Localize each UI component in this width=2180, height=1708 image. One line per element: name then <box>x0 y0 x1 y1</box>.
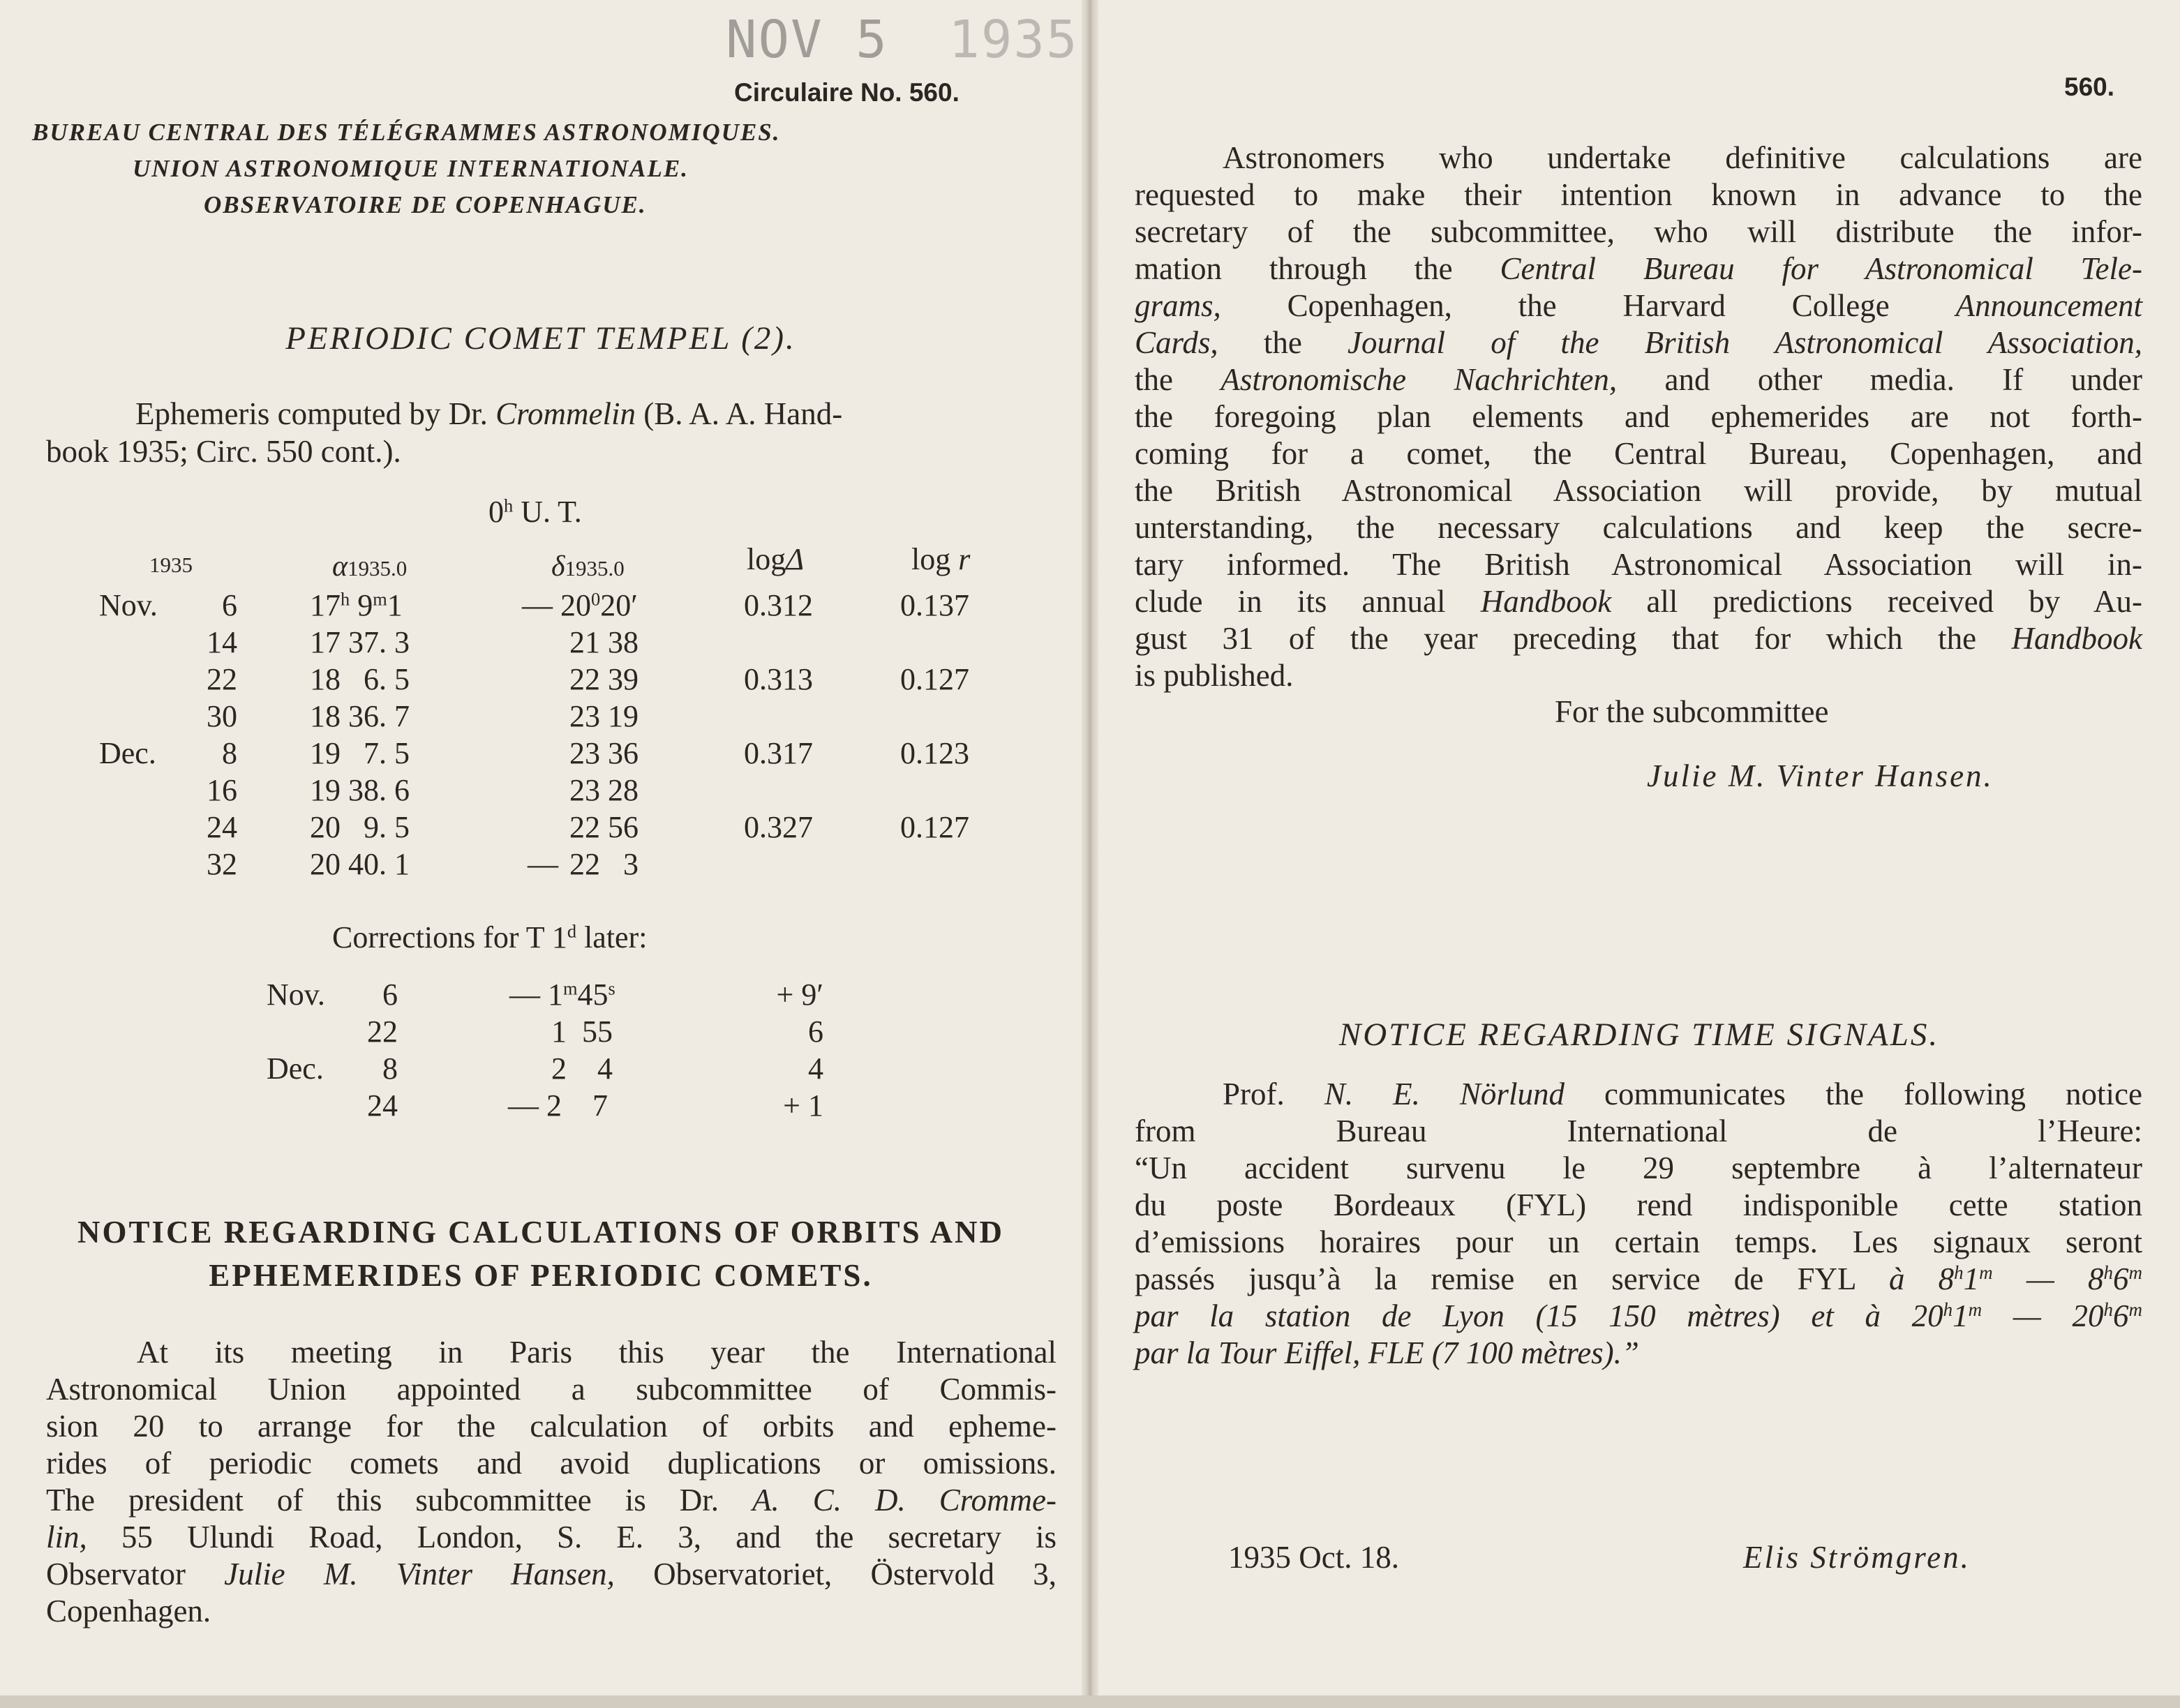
ephemeris-intro-text: Ephemeris computed by Dr. <box>135 396 496 431</box>
text-run: 55 Ulundi Road, London, S. E. 3, and the secretary is <box>87 1520 1057 1555</box>
ephemeris-caption <box>488 494 582 530</box>
text-run: Central Bureau for Astronomical Tele- <box>1500 251 2142 286</box>
ra-seconds-unit: s <box>608 977 615 999</box>
for-subcommittee: For the subcommittee <box>1555 694 1829 729</box>
text-run: Astronomische Nachrichten, <box>1220 362 1618 397</box>
row-day: 8 <box>382 1051 398 1086</box>
astronomers-paragraph <box>1135 140 2142 694</box>
signature-stromgren: Elis Strömgren. <box>1743 1540 1971 1575</box>
logdelta-prefix: log <box>747 542 786 576</box>
row-log-r: 0.123 <box>900 736 969 770</box>
row-day: 24 <box>207 810 237 844</box>
dec-degrees-unit: 0 <box>591 588 601 610</box>
text-run: Copenhagen. <box>46 1594 211 1628</box>
corrections-day-unit: d <box>567 920 577 942</box>
circular-number: Circulaire No. 560. <box>734 78 960 107</box>
paragraph-line <box>1135 1261 2142 1298</box>
paragraph-line <box>46 1334 1057 1371</box>
text-run: the <box>1135 362 1221 397</box>
paragraph-line <box>1135 361 2142 398</box>
text-run: coming for a comet, the Central Bureau, Copenhagen, and <box>1135 436 2142 471</box>
time-signals-body <box>1135 1076 2142 1372</box>
col-header-dec <box>551 550 625 583</box>
paragraph-line <box>1135 1113 2142 1150</box>
header-line-observatory: OBSERVATOIRE DE COPENHAGUE. <box>204 191 647 218</box>
ra-hours: 17 <box>310 588 341 622</box>
row-month: Dec. <box>267 1051 324 1086</box>
row-ra-correction <box>509 977 615 1012</box>
paragraph-line <box>1135 435 2142 472</box>
ra-hours-unit: h <box>341 588 350 610</box>
row-dec <box>522 587 638 623</box>
row-log-r: 0.137 <box>900 588 969 622</box>
text-run: Copenhagen, the Harvard College <box>1220 288 1956 323</box>
text-run: the <box>1218 325 1348 360</box>
paragraph-line <box>1135 583 2142 620</box>
dec-degrees: 20 <box>560 588 591 622</box>
circular-number-right: 560. <box>2064 73 2115 101</box>
row-dec: 22 39 <box>569 662 639 696</box>
dec-sign: — <box>522 588 553 622</box>
row-log-delta: 0.327 <box>744 810 813 844</box>
ra-fraction: 1 <box>387 588 403 622</box>
row-day: 32 <box>207 847 237 881</box>
text-run: h <box>1954 1262 1964 1284</box>
text-run: lin, <box>46 1520 87 1555</box>
paragraph-line <box>1135 177 2142 214</box>
bottom-edge <box>0 1695 2180 1708</box>
paragraph-line <box>1135 287 2142 324</box>
text-run: Prof. <box>1223 1077 1324 1111</box>
logdelta-symbol: Δ <box>786 542 805 576</box>
row-ra: 18 36. 7 <box>310 699 410 733</box>
text-run: 1 <box>1953 1298 1969 1333</box>
row-log-r: 0.127 <box>900 810 969 844</box>
text-run: communicates the following notice <box>1564 1077 2142 1111</box>
text-run: “Un accident survenu le 29 septembre à l’alternateur <box>1135 1151 2142 1185</box>
text-run: rides of periodic comets and avoid duplications or omissions. <box>46 1446 1057 1481</box>
ra-minutes-unit: m <box>373 588 387 610</box>
text-run: the foregoing plan elements and ephemerides are not forth- <box>1135 399 2142 434</box>
text-run: par la station de Lyon (15 150 mètres) et à 20 <box>1135 1298 1943 1333</box>
row-ra: 18 6. 5 <box>310 662 410 696</box>
row-day: 22 <box>367 1014 398 1049</box>
notice-orbits-title-line-2: EPHEMERIDES OF PERIODIC COMETS. <box>209 1258 873 1293</box>
text-run: unterstanding, the necessary calculations and keep the secre- <box>1135 510 2142 545</box>
paragraph-line <box>1135 140 2142 177</box>
header-line-union: UNION ASTRONOMIQUE INTERNATIONALE. <box>133 155 689 182</box>
text-run: At its meeting in Paris this year the International <box>137 1335 1057 1370</box>
text-run: requested to make their intention known in advance to the <box>1135 177 2142 212</box>
row-log-delta: 0.312 <box>744 588 813 622</box>
text-run: Observator <box>46 1557 225 1591</box>
text-run: secretary of the subcommittee, who will distribute the infor- <box>1135 214 2142 249</box>
text-run: m <box>2128 1299 2142 1321</box>
page-fold <box>1082 0 1098 1708</box>
dec-epoch: 1935.0 <box>565 556 625 580</box>
row-ra-correction: — 2 7 <box>508 1088 608 1123</box>
corrections-title-text: Corrections for T 1 <box>332 920 567 954</box>
row-day: 8 <box>222 736 237 770</box>
paragraph-line <box>1135 1150 2142 1187</box>
notice-orbits-body <box>46 1334 1057 1630</box>
row-log-delta: 0.317 <box>744 736 813 770</box>
ephemeris-intro-line-2: book 1935; Circ. 550 cont.). <box>46 434 401 469</box>
paragraph-line <box>1135 1298 2142 1335</box>
text-run: passés jusqu’à la remise en service de FYL <box>1135 1261 1889 1296</box>
paragraph-line <box>46 1408 1057 1445</box>
text-run: d’emissions horaires pour un certain temps. Les signaux seront <box>1135 1224 2142 1259</box>
corrections-title-suffix: later: <box>576 920 648 954</box>
row-dec: 23 36 <box>569 736 639 770</box>
logr-prefix: log <box>911 542 951 576</box>
notice-orbits-title-line-1: NOTICE REGARDING CALCULATIONS OF ORBITS AND <box>77 1215 1004 1250</box>
paragraph-line <box>46 1519 1057 1556</box>
row-month: Dec. <box>99 736 156 770</box>
ra-symbol: α <box>332 550 348 583</box>
ra-sign: — <box>509 977 540 1012</box>
caption-hour-unit: h <box>504 495 514 516</box>
text-run: m <box>1979 1262 1993 1284</box>
paragraph-line <box>1135 509 2142 546</box>
text-run: h <box>1943 1299 1953 1321</box>
text-run: gust 31 of the year preceding that for which the <box>1135 621 2012 656</box>
row-ra: 19 7. 5 <box>310 736 410 770</box>
text-run: m <box>2128 1262 2142 1284</box>
col-header-logdelta <box>747 541 804 577</box>
text-run: 1 <box>1963 1261 1980 1296</box>
paragraph-line <box>1135 1076 2142 1113</box>
text-run: Handbook <box>1480 584 1612 619</box>
left-page <box>0 0 1082 1695</box>
row-dec: 23 19 <box>569 699 639 733</box>
paragraph-line <box>46 1371 1057 1408</box>
text-run: The president of this subcommittee is Dr. <box>46 1483 752 1518</box>
paragraph-line <box>1135 1187 2142 1224</box>
paragraph-line <box>1135 398 2142 435</box>
ra-minutes: 1 <box>548 977 563 1012</box>
text-run: à 8 <box>1888 1261 1955 1296</box>
text-run: par la Tour Eiffel, FLE (7 100 mètres).” <box>1135 1335 1639 1370</box>
date-line: 1935 Oct. 18. <box>1228 1540 1399 1575</box>
text-run: Julie M. Vinter Hansen, <box>224 1557 615 1591</box>
ephemeris-author: Crommelin <box>495 396 636 431</box>
text-run: Observatoriet, Östervold 3, <box>614 1557 1057 1591</box>
text-run: Cards, <box>1135 325 1218 360</box>
text-run: Astronomical Union appointed a subcommittee of Commis- <box>46 1372 1057 1407</box>
ra-minutes: 9 <box>350 588 373 622</box>
text-run: mation through the <box>1135 251 1500 286</box>
row-dec-correction: + 9′ <box>776 977 823 1012</box>
text-run: and other media. If under <box>1617 362 2142 397</box>
corrections-title <box>332 920 647 955</box>
row-day: 16 <box>207 773 237 807</box>
paragraph-line <box>1135 657 2142 694</box>
row-ra: 19 38. 6 <box>310 773 410 807</box>
paragraph-line <box>1135 324 2142 361</box>
text-run: du poste Bordeaux (FYL) rend indisponible cette station <box>1135 1188 2142 1222</box>
text-run: Journal of the British Astronomical Association, <box>1347 325 2142 360</box>
row-ra: 17 37. 3 <box>310 625 410 659</box>
text-run: is published. <box>1135 658 1294 693</box>
row-dec-correction: 6 <box>808 1014 823 1049</box>
text-run: A. C. D. Cromme- <box>752 1483 1057 1518</box>
text-run: tary informed. The British Astronomical Association will in- <box>1135 547 2142 582</box>
row-dec-sign: — <box>528 847 558 881</box>
text-run: — 8 <box>1992 1261 2104 1296</box>
col-header-ra <box>332 550 407 583</box>
ra-minutes-unit: m <box>563 977 578 999</box>
text-run: 6 <box>2113 1261 2129 1296</box>
text-run: Announcement <box>1955 288 2142 323</box>
row-day: 24 <box>367 1088 398 1123</box>
time-signals-title: NOTICE REGARDING TIME SIGNALS. <box>1338 1017 1940 1053</box>
text-run: clude in its annual <box>1135 584 1481 619</box>
row-dec: 23 28 <box>569 773 639 807</box>
text-run: Handbook <box>2011 621 2142 656</box>
paragraph-line <box>1135 472 2142 509</box>
received-date-stamp <box>726 10 1079 70</box>
paragraph-line <box>1135 1224 2142 1261</box>
stamp-date: NOV 5 <box>726 10 888 70</box>
right-page <box>1098 0 2180 1695</box>
row-log-delta: 0.313 <box>744 662 813 696</box>
dec-minutes: 20′ <box>600 588 638 622</box>
text-run: 6 <box>2113 1298 2129 1333</box>
caption-ut: U. T. <box>513 495 582 529</box>
row-ra: 20 9. 5 <box>310 810 410 844</box>
text-run: h <box>2103 1262 2113 1284</box>
paragraph-line <box>46 1482 1057 1519</box>
stamp-year: 1935 <box>948 10 1079 70</box>
logr-symbol: r <box>958 542 971 576</box>
dec-symbol: δ <box>551 550 565 583</box>
text-run: N. E. Nörlund <box>1324 1077 1565 1111</box>
paragraph-line <box>46 1556 1057 1593</box>
ephemeris-intro-line-1 <box>135 395 842 433</box>
text-run: m <box>1968 1299 1983 1321</box>
text-run: sion 20 to arrange for the calculation of orbits and epheme- <box>46 1409 1057 1444</box>
text-run: h <box>2103 1299 2113 1321</box>
row-month: Nov. <box>267 977 325 1012</box>
ra-epoch: 1935.0 <box>348 556 408 580</box>
ephemeris-intro-source: (B. A. A. Hand- <box>635 396 843 431</box>
row-month: Nov. <box>99 588 158 622</box>
paragraph-line <box>1135 620 2142 657</box>
row-day: 22 <box>207 662 237 696</box>
col-header-logr <box>911 541 970 577</box>
row-ra: 20 40. 1 <box>310 847 410 881</box>
text-run: Astronomers who undertake definitive calculations are <box>1223 140 2142 175</box>
col-header-year: 1935 <box>149 553 193 577</box>
paragraph-line <box>1135 250 2142 287</box>
row-dec: 22 56 <box>569 810 639 844</box>
row-log-r: 0.127 <box>900 662 969 696</box>
row-dec: 21 38 <box>569 625 639 659</box>
paragraph-line <box>1135 1335 2142 1372</box>
ra-seconds: 45 <box>577 977 609 1012</box>
row-day: 6 <box>382 977 398 1012</box>
row-dec: 22 3 <box>569 847 639 881</box>
paragraph-line <box>1135 214 2142 250</box>
paragraph-line <box>1135 546 2142 583</box>
paragraph-line <box>46 1593 1057 1630</box>
header-line-bureau: BUREAU CENTRAL DES TÉLÉGRAMMES ASTRONOMIQUES. <box>32 119 781 146</box>
row-day: 14 <box>207 625 237 659</box>
row-ra-correction: 1 55 <box>551 1014 613 1049</box>
row-ra-correction: 2 4 <box>551 1051 613 1086</box>
paragraph-line <box>46 1445 1057 1482</box>
text-run: all predictions received by Au- <box>1611 584 2143 619</box>
text-run: grams, <box>1135 288 1221 323</box>
row-dec-correction: 4 <box>808 1051 823 1086</box>
text-run: — 20 <box>1982 1298 2104 1333</box>
text-run: from Bureau International de l’Heure: <box>1135 1114 2142 1148</box>
caption-zero: 0 <box>488 495 504 529</box>
signature-hansen: Julie M. Vinter Hansen. <box>1647 758 1994 793</box>
row-day: 30 <box>207 699 237 733</box>
row-ra <box>310 587 403 623</box>
row-dec-correction: + 1 <box>783 1088 823 1123</box>
text-run: the British Astronomical Association will provide, by mutual <box>1135 473 2142 508</box>
row-day: 6 <box>222 588 237 622</box>
comet-title: PERIODIC COMET TEMPEL (2). <box>285 320 796 357</box>
